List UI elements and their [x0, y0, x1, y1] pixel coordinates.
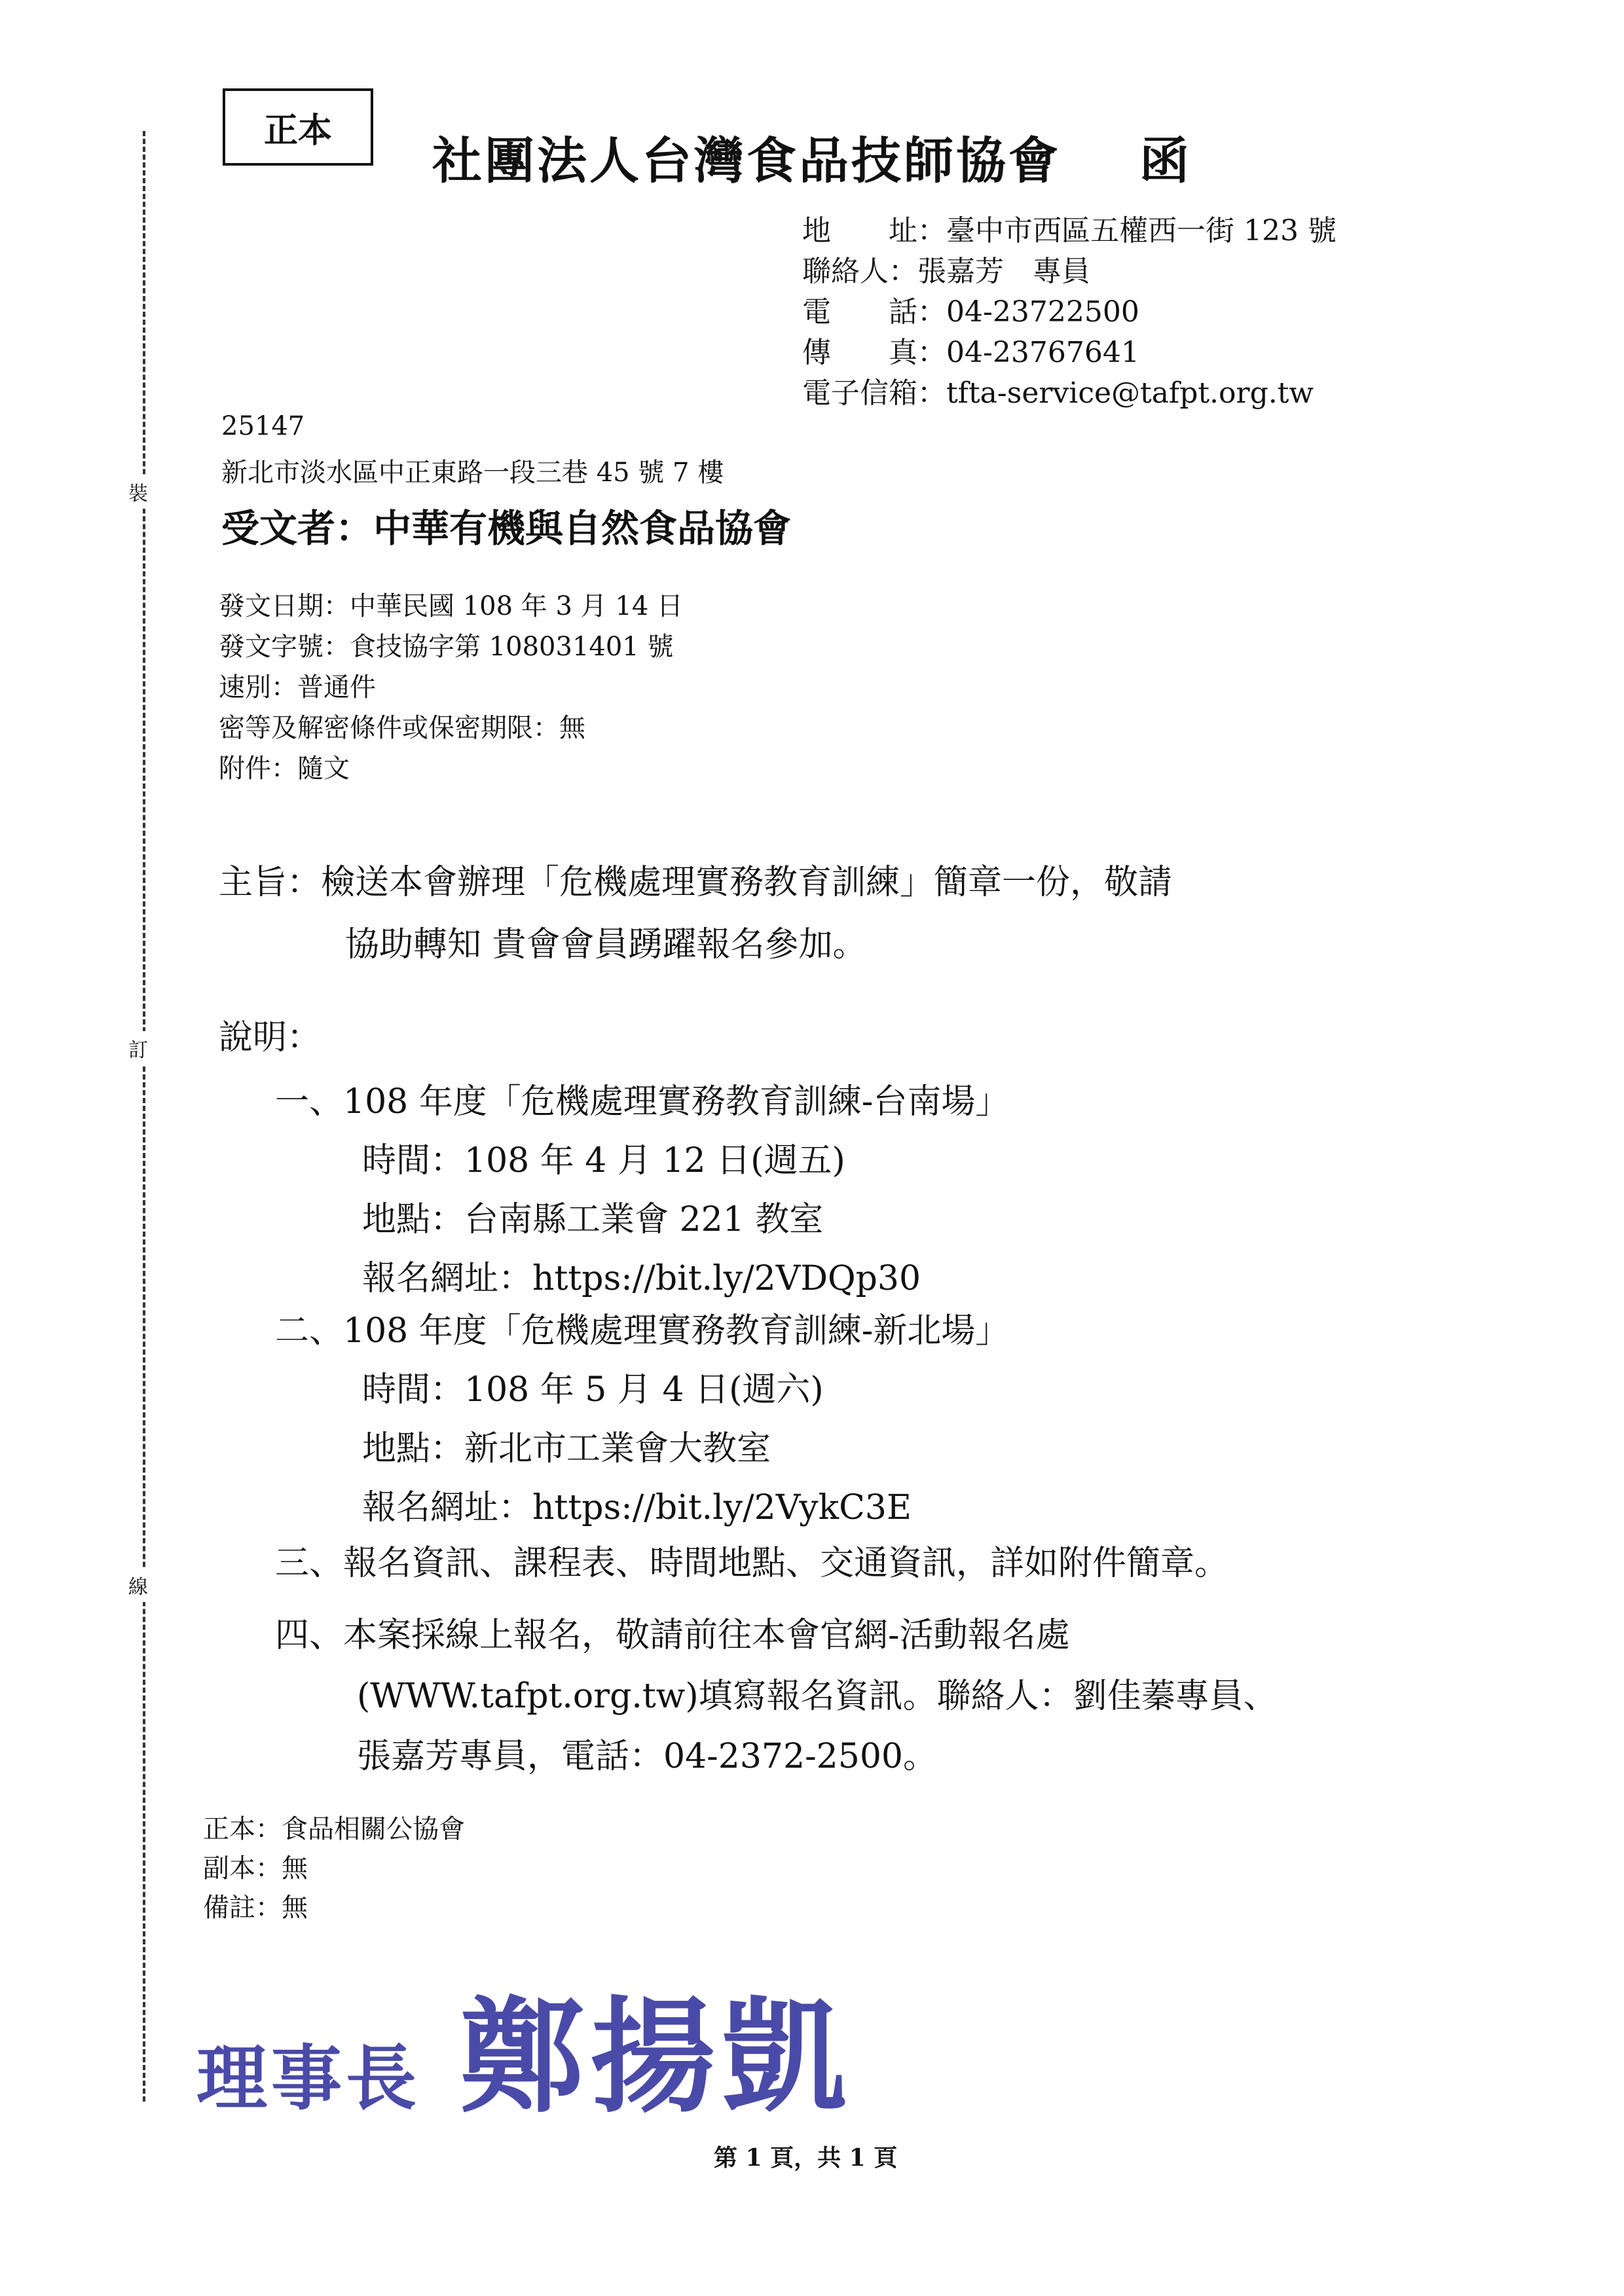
recipient-name: 受文者：中華有機與自然食品協會: [221, 506, 792, 551]
item-one-url: 報名網址：https://bit.ly/2VDQp30: [362, 1259, 921, 1298]
sender-fax: 傳 真：04-23767641: [802, 336, 1139, 369]
copy-type-label: 正本: [263, 110, 332, 151]
item-one-title: 一、108 年度「危機處理實務教育訓練-台南場」: [275, 1082, 1010, 1121]
binding-mark-xian: 線: [128, 1568, 148, 1602]
item-two-time: 時間：108 年 5 月 4 日(週六): [362, 1370, 824, 1410]
page-footer: 第 1 頁，共 1 頁: [714, 2144, 898, 2172]
copy-type-box: [223, 88, 373, 166]
explain-label: 說明：: [219, 1018, 322, 1057]
binding-line: [143, 131, 145, 2102]
sender-email: 電子信箱：tfta-service@tafpt.org.tw: [802, 376, 1314, 410]
meta-secrecy: 密等及解密條件或保密期限：無: [219, 713, 585, 743]
signature-stamp: [196, 1958, 853, 2136]
item-four-line-2: (WWW.tafpt.org.tw)填寫報名資訊。聯絡人：劉佳蓁專員、: [357, 1677, 1278, 1716]
binding-mark-ding: 訂: [128, 1031, 148, 1065]
sender-phone: 電 話：04-23722500: [802, 295, 1139, 329]
document-header: [432, 121, 1192, 192]
item-two-title: 二、108 年度「危機處理實務教育訓練-新北場」: [275, 1311, 1010, 1351]
recipient-address: 新北市淡水區中正東路一段三巷 45 號 7 樓: [221, 458, 724, 488]
signature-title: 理事長: [196, 2037, 421, 2120]
item-four-line-1: 四、本案採線上報名，敬請前往本會官網-活動報名處: [275, 1616, 1070, 1655]
item-three: 三、報名資訊、課程表、時間地點、交通資訊，詳如附件簡章。: [275, 1544, 1229, 1583]
distribution-copy: 副本：無: [203, 1853, 308, 1884]
meta-number: 發文字號：食技協字第 108031401 號: [219, 632, 674, 662]
distribution-original: 正本：食品相關公協會: [203, 1814, 465, 1844]
binding-mark-zhuang: 裝: [128, 475, 148, 509]
sender-info: [802, 211, 1337, 414]
item-four-line-3: 張嘉芳專員，電話：04-2372-2500。: [357, 1737, 937, 1776]
meta-attachment: 附件：隨文: [219, 754, 350, 784]
signature-name: 鄭揚凱: [460, 1984, 853, 2130]
item-one-time: 時間：108 年 4 月 12 日(週五): [362, 1141, 845, 1180]
distribution-remark: 備註：無: [203, 1893, 308, 1923]
subject-line-2: 協助轉知 貴會會員踴躍報名參加。: [345, 925, 867, 964]
sender-address: 地 址：臺中市西區五權西一街 123 號: [802, 214, 1337, 247]
item-two-place: 地點：新北市工業會大教室: [362, 1429, 771, 1468]
meta-speed: 速別：普通件: [219, 672, 376, 702]
meta-date: 發文日期：中華民國 108 年 3 月 14 日: [219, 591, 683, 621]
sender-contact: 聯絡人：張嘉芳 專員: [802, 255, 1090, 288]
doc-meta: [219, 586, 683, 789]
org-title: 社團法人台灣食品技師協會: [432, 132, 1061, 190]
recipient-zip: 25147: [221, 411, 305, 441]
item-two-url: 報名網址：https://bit.ly/2VykC3E: [362, 1488, 912, 1527]
item-one-place: 地點：台南縣工業會 221 教室: [362, 1200, 824, 1239]
subject-line-1: 主旨：檢送本會辦理「危機處理實務教育訓練」簡章一份，敬請: [219, 863, 1173, 902]
doc-type: 函: [1139, 132, 1192, 190]
